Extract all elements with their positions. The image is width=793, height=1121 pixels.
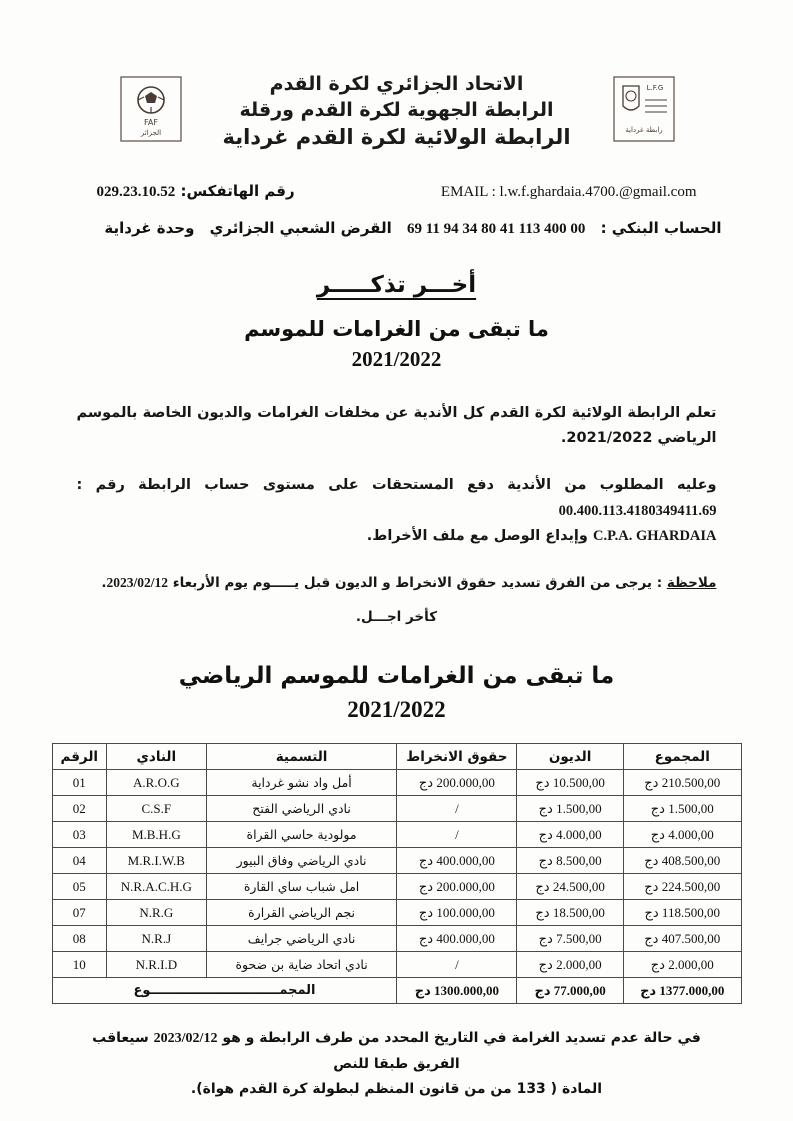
cell-fees: / (397, 952, 517, 978)
cell-fees (397, 770, 517, 796)
phone-number: 029.23.10.52 (96, 183, 176, 200)
lfg-league-logo-icon (613, 76, 675, 142)
cell-debts (517, 874, 624, 900)
currency-label: دج (538, 801, 553, 817)
header-name: التسمية (206, 744, 397, 770)
email-value (441, 184, 697, 201)
cell-total-value: 4.000,00 (668, 826, 714, 842)
footer-text-b: سيعاقب الفريق طبقا للنص (92, 1030, 460, 1072)
fines-table-body (52, 770, 741, 978)
cell-club: N.R.A.C.H.G (107, 874, 207, 900)
fines-table-footer (52, 978, 741, 1004)
currency-label: دج (418, 879, 434, 895)
bank-label: الحساب البنكي : (600, 218, 722, 237)
paragraph-note: ملاحظة : يرجى من الفرق تسديد حقوق الانخراط و الديون قبل يـــــوم يوم الأربعاء 2023/02/12. (101, 575, 717, 592)
header-club: النادي (107, 744, 207, 770)
cell-fees: / (397, 796, 517, 822)
currency-label: دج (644, 905, 659, 921)
phone-label: رقم الهاتفكس: (180, 181, 295, 200)
cell-fees: / (397, 822, 517, 848)
total-row-fees-value: 1300.000,00 (434, 982, 500, 998)
cell-debts (517, 796, 624, 822)
payment-text-c: وإيداع الوصل مع ملف الأخراط. (366, 528, 588, 544)
cell-name: أمل واد نشو غرداية (206, 770, 397, 796)
currency-label: دج (644, 879, 659, 895)
table-row (52, 796, 741, 822)
currency-label: دج (640, 983, 657, 999)
table-row (52, 952, 741, 978)
svg-text:الجزائر: الجزائر (140, 129, 162, 137)
faf-federation-logo-icon (120, 76, 182, 142)
cell-num: 07 (52, 900, 107, 926)
reminder-title: أخـــر تذكـــــر (316, 271, 477, 298)
cell-debts-value: 4.000,00 (556, 826, 602, 842)
total-row-label: المجمـــــــــــــــــــــــــــــوع (52, 978, 397, 1004)
cell-debts-value: 1.500,00 (556, 800, 602, 816)
wilaya-league-title: الرابطة الولائية لكرة القدم غرداية (222, 125, 571, 150)
bank-name: القرض الشعبي الجزائري (209, 218, 392, 237)
total-row-debts-value: 77.000,00 (553, 982, 606, 998)
cell-fees-value: 400.000,00 (436, 852, 495, 868)
note-deadline-date: 2023/02/12 (106, 575, 168, 591)
currency-label: دج (538, 957, 553, 973)
currency-label: دج (418, 775, 434, 791)
table-title (0, 660, 793, 728)
cell-fees-value: 100.000,00 (436, 904, 495, 920)
table-row (52, 874, 741, 900)
cell-num: 03 (52, 822, 107, 848)
cell-name: نجم الرياضي القرارة (206, 900, 397, 926)
bank-account-line (72, 219, 722, 238)
cell-club: M.B.H.G (107, 822, 207, 848)
footer-text-a: في حالة عدم تسديد الغرامة في التاريخ المحدد من طرف الرابطة و هو (222, 1030, 701, 1047)
document-body (77, 401, 717, 630)
cell-debts (517, 822, 624, 848)
cell-name: نادي الرياضي الفتح (206, 796, 397, 822)
email-label: EMAIL : (440, 183, 496, 200)
cell-num: 08 (52, 926, 107, 952)
currency-label: دج (538, 853, 553, 869)
subtitle-season: 2021/2022 (351, 347, 442, 372)
phone-entry (97, 182, 295, 201)
bank-account-number: 69 11 94 34 80 41 113 400 00 (406, 220, 586, 237)
document-header (0, 0, 793, 152)
cell-name: امل شباب ساي القارة (206, 874, 397, 900)
cell-fees (397, 874, 517, 900)
currency-label: دج (418, 905, 434, 921)
cell-club: N.R.J (107, 926, 207, 952)
cell-fees-value: 400.000,00 (436, 930, 495, 946)
document-subtitle (0, 314, 793, 375)
table-header-row (52, 744, 741, 770)
cell-name: مولودية حاسي القراة (206, 822, 397, 848)
contact-row-primary (97, 182, 697, 201)
cell-total-value: 407.500,00 (661, 930, 721, 946)
currency-label: دج (418, 931, 434, 947)
cell-debts-value: 18.500,00 (552, 904, 605, 920)
currency-label: دج (538, 931, 553, 947)
cell-fees-value: 200.000,00 (436, 878, 495, 894)
cell-fees-value: 200.000,00 (436, 774, 495, 790)
paragraph-deadline: كأخر اجـــل. (355, 609, 438, 625)
cell-num: 05 (52, 874, 107, 900)
cell-club: N.R.G (107, 900, 207, 926)
cell-num: 10 (52, 952, 107, 978)
cell-num: 02 (52, 796, 107, 822)
currency-label: دج (418, 853, 434, 869)
currency-label: دج (535, 879, 550, 895)
subtitle-text: ما تبقى من الغرامات للموسم (244, 316, 549, 341)
cell-debts (517, 848, 624, 874)
cell-club: A.R.O.G (107, 770, 207, 796)
cell-debts (517, 900, 624, 926)
cell-name: نادي الرياضي وفاق البيور (206, 848, 397, 874)
cell-club: M.R.I.W.B (107, 848, 207, 874)
header-total: المجموع (623, 744, 741, 770)
cell-total (623, 796, 741, 822)
header-titles (117, 72, 677, 152)
cell-club: C.S.F (107, 796, 207, 822)
payment-account-number: 00.400.113.4180349411.69 (558, 502, 717, 519)
cell-total-value: 118.500,00 (661, 904, 720, 920)
currency-label: دج (644, 775, 659, 791)
cell-debts-value: 24.500,00 (552, 878, 605, 894)
cell-debts (517, 952, 624, 978)
table-title-text: ما تبقى من الغرامات للموسم الرياضي (178, 662, 615, 689)
cell-total-value: 210.500,00 (661, 774, 721, 790)
cell-total (623, 952, 741, 978)
cell-total-value: 2.000,00 (668, 956, 714, 972)
currency-label: دج (650, 827, 665, 843)
cell-total (623, 770, 741, 796)
cell-debts (517, 770, 624, 796)
table-row (52, 926, 741, 952)
federation-title: الاتحاد الجزائري لكرة القدم (269, 73, 524, 95)
email-address: l.w.f.ghardaia.4700.@gmail.com (499, 183, 697, 200)
regional-league-title: الرابطة الجهوية لكرة القدم ورقلة (239, 98, 554, 121)
currency-label: دج (534, 983, 551, 999)
cell-name: نادي الرياضي جرايف (206, 926, 397, 952)
payment-text-a: وعليه المطلوب من الأندية دفع المستحقات على مستوى حساب الرابطة رقم : (76, 477, 717, 494)
currency-label: دج (644, 931, 659, 947)
table-row (52, 822, 741, 848)
cell-fees (397, 900, 517, 926)
cell-total-value: 408.500,00 (661, 852, 721, 868)
note-text: : يرجى من الفرق تسديد حقوق الانخراط و الديون قبل يـــــوم يوم الأربعاء (172, 575, 663, 592)
cell-fees (397, 926, 517, 952)
cell-num: 04 (52, 848, 107, 874)
table-row (52, 848, 741, 874)
cell-total (623, 874, 741, 900)
cell-total-value: 1.500,00 (668, 800, 714, 816)
total-row-fees (397, 978, 517, 1004)
paragraph-payment (77, 473, 717, 549)
fines-table-wrapper (52, 743, 742, 1004)
cell-num: 01 (52, 770, 107, 796)
table-row (52, 900, 741, 926)
cell-total (623, 926, 741, 952)
paragraph-announcement: تعلم الرابطة الولائية لكرة القدم كل الأندية عن مخلفات الغرامات والديون الخاصة بالموسم الرياضي 2021/2022. (76, 404, 717, 446)
total-row-total (623, 978, 741, 1004)
currency-label: دج (644, 853, 659, 869)
currency-label: دج (414, 983, 431, 999)
cell-total (623, 900, 741, 926)
svg-text:FAF: FAF (144, 118, 158, 127)
cell-debts-value: 7.500,00 (556, 930, 602, 946)
footer-text-c: المادة ( 133 من من قانون المنظم لبطولة كرة القدم هواة). (190, 1080, 603, 1097)
header-num: الرقم (52, 744, 107, 770)
currency-label: دج (538, 827, 553, 843)
fines-table (52, 743, 742, 1004)
svg-text:رابطة غرداية: رابطة غرداية (625, 126, 663, 134)
svg-text:L.F.G: L.F.G (646, 84, 664, 92)
cell-debts-value: 10.500,00 (552, 774, 605, 790)
table-title-season: 2021/2022 (347, 696, 446, 722)
header-fees: حقوق الانخراط (397, 744, 517, 770)
cell-total (623, 822, 741, 848)
currency-label: دج (650, 957, 665, 973)
cell-name: نادي اتحاد ضاية بن ضحوة (206, 952, 397, 978)
table-total-row (52, 978, 741, 1004)
bank-branch: وحدة غرداية (104, 218, 195, 237)
currency-label: دج (535, 905, 550, 921)
cell-debts (517, 926, 624, 952)
cell-fees (397, 848, 517, 874)
cell-debts-value: 2.000,00 (556, 956, 602, 972)
table-row (52, 770, 741, 796)
currency-label: دج (650, 801, 665, 817)
currency-label: دج (535, 775, 550, 791)
cell-debts-value: 8.500,00 (556, 852, 602, 868)
cell-total-value: 224.500,00 (661, 878, 721, 894)
payment-bank-branch: C.P.A. GHARDAIA (592, 528, 717, 544)
note-label: ملاحظة (666, 575, 717, 592)
footer-date: 2023/02/12 (153, 1031, 218, 1047)
total-row-debts (517, 978, 624, 1004)
header-debts: الديون (517, 744, 624, 770)
cell-total (623, 848, 741, 874)
cell-club: N.R.I.D (107, 952, 207, 978)
footer-warning (67, 1026, 727, 1102)
total-row-total-value: 1377.000,00 (659, 982, 725, 998)
